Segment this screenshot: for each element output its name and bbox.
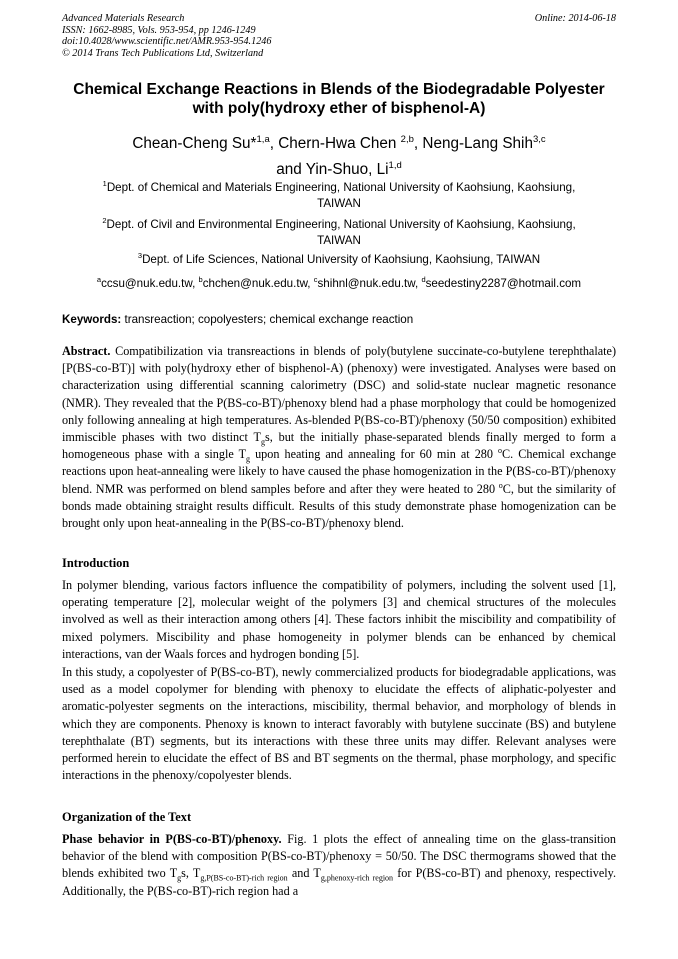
- email-superscript: c: [313, 275, 318, 285]
- issn-line: ISSN: 1662-8985, Vols. 953-954, pp 1246-1249: [62, 24, 256, 36]
- abstract: [62, 343, 616, 532]
- online-date: Online: 2014-06-18: [534, 13, 616, 24]
- doi-line: doi:10.4028/www.scientific.net/AMR.953-954.1246: [62, 36, 272, 47]
- affiliation-superscript: 3: [137, 251, 143, 261]
- body-text: Fig. 1 plots the effect of annealing time on the glass-transition behavior of the blend with composition P(BS-co-BT)/phenoxy = 50/50. The DSC thermograms showed that the blends exhibited two T: [62, 832, 616, 881]
- phase-behavior-paragraph: [62, 831, 616, 900]
- subscript: g: [246, 454, 251, 464]
- abstract-label: Abstract.: [62, 344, 111, 358]
- paragraph-text: In polymer blending, various factors influence the compatibility of polymers, including the solvent used [1], operating temperature [2], molecular weight of the polymers [3] and chemical structures of the molecules involved as well as their interaction among others [4]. These factors inhibit the miscibility and compatibility of mixed polymers. Miscibility and phase homogeneity in polymer blends can be enhanced by chemical interactions, van der Waals forces and hydrogen bonding [5].: [62, 578, 616, 661]
- affiliation-text: Dept. of Chemical and Materials Engineering, National University of Kaohsiung, Kaohsiung,: [106, 181, 576, 194]
- author-superscript: 1,a: [256, 133, 270, 145]
- degree-superscript: o: [498, 446, 503, 456]
- email-list: [52, 276, 626, 292]
- author-name: Neng-Lang Shih: [422, 135, 533, 152]
- author-separator: ,: [413, 135, 423, 152]
- keywords-text: transreaction; copolyesters; chemical exchange reaction: [121, 313, 414, 326]
- affiliation-2: [62, 217, 616, 249]
- abstract-text: C. Chemical exchange reactions upon heat-annealing were likely to have caused the phase homogenization in the P(BS-co-BT)/phenoxy blend. NMR was performed on blend samples before and after they were heated to 280: [62, 447, 616, 496]
- affiliation-3: [62, 252, 616, 268]
- email-superscript: d: [421, 275, 426, 285]
- abstract-paragraph: [62, 343, 616, 532]
- title-line-2: with poly(hydroxy ether of bisphenol-A): [192, 100, 486, 117]
- body-text: and T: [287, 866, 321, 881]
- keywords: [62, 312, 616, 328]
- author-name: Chean-Cheng Su*: [132, 135, 257, 152]
- email-address: seedestiny2287@hotmail.com: [425, 277, 582, 290]
- affiliation-text: Dept. of Civil and Environmental Engineering, National University of Kaohsiung, Kaohsiung,: [106, 218, 576, 231]
- copyright-line: © 2014 Trans Tech Publications Ltd, Switzerland: [62, 47, 264, 59]
- author-superscript: 3,c: [532, 133, 546, 145]
- organization-heading: Organization of the Text: [62, 810, 192, 824]
- phase-behavior-lead: Phase behavior in P(BS-co-BT)/phenoxy.: [62, 832, 282, 846]
- affiliation-text: Dept. of Life Sciences, National University of Kaohsiung, Kaohsiung, TAIWAN: [142, 253, 541, 266]
- keywords-label: Keywords:: [62, 313, 122, 326]
- body-text: for P(BS-co-BT) and phenoxy, respectively. Additionally, the P(BS-co-BT)-rich region had a: [62, 866, 617, 898]
- email-superscript: b: [198, 275, 203, 285]
- affiliation-line: [62, 252, 616, 268]
- affiliation-country: TAIWAN: [317, 197, 361, 210]
- journal-name: Advanced Materials Research: [62, 13, 185, 24]
- author-and: and: [276, 161, 306, 178]
- author-line-1: [52, 131, 626, 157]
- title-line-1: Chemical Exchange Reactions in Blends of the Biodegradable Polyester: [73, 81, 605, 98]
- affiliation-superscript: 1: [102, 179, 107, 189]
- paragraph-text: In this study, a copolyester of P(BS-co-BT), newly commercialized products for biodegradable applications, was used as a model copolymer for blending with phenoxy to elucidate the effects of aliphatic-polyester and aromatic-polyester segments on the interactions, miscibility, thermal behavior, and morphology of blends in which they are components. Phenoxy is known to interact favorably with butylene succinate (BS) and butylene terephthalate (BT) segments, but its interactions with these three units may differ. Relevant analyses were performed herein to elucidate the effect of BS and BT segments on the thermal, phase morphology, and specific interactions in the phenoxy/copolyester blends.: [62, 665, 616, 783]
- email-address: chchen@nuk.edu.tw,: [202, 277, 314, 290]
- author-separator: ,: [269, 135, 279, 152]
- affiliation-superscript: 2: [102, 216, 107, 226]
- affiliation-country: TAIWAN: [317, 234, 361, 247]
- author-name: Chern-Hwa Chen: [278, 135, 401, 152]
- subscript: g,phenoxy-rich region: [320, 873, 394, 883]
- affiliation-line: [62, 217, 616, 233]
- body-text: s, T: [181, 866, 201, 881]
- abstract-text: upon heating and annealing for 60 min at 280: [250, 447, 499, 462]
- author-list: [52, 131, 626, 183]
- abstract-text: s, but the initially phase-separated blends finally merged to form a homogeneous phase with a single T: [62, 430, 616, 462]
- affiliation-line: [62, 180, 616, 196]
- introduction-paragraph-1: [62, 577, 616, 663]
- journal-header: [62, 13, 616, 59]
- affiliation-1: [62, 180, 616, 212]
- introduction-paragraph-2: [62, 664, 616, 784]
- subscript: g: [260, 437, 265, 447]
- author-name: Yin-Shuo, Li: [305, 161, 389, 178]
- abstract-text: Compatibilization via transreactions in blends of poly(butylene succinate-co-butylene terephthalate) [P(BS-co-BT)] with poly(hydroxy ether of bisphenol-A) (phenoxy) were investigated. Analyses were based on characterization using differential scanning calorimetry (DSC) and solid-state nuclear magnetic resonance (NMR). They revealed that the P(BS-co-BT)/phenoxy blend had a phase morphology that could be homogenized only following annealing at high temperatures. As-blended P(BS-co-BT)/phenoxy (50/50 composition) exhibited immiscible phases with two distinct T: [62, 344, 616, 445]
- email-address: ccsu@nuk.edu.tw,: [101, 277, 199, 290]
- degree-superscript: o: [498, 480, 503, 490]
- email-address: shihnl@nuk.edu.tw,: [317, 277, 422, 290]
- abstract-text: C, but the similarity of bonds made obtaining straight results difficult. Results of this study demonstrate phase homogenization can be brought only upon heat-annealing in the P(BS-co-BT)/phenoxy blend.: [62, 481, 616, 531]
- paragraph-text: [62, 831, 616, 900]
- introduction-heading: Introduction: [62, 556, 130, 570]
- email-superscript: a: [96, 275, 102, 285]
- paper-title: [52, 80, 626, 118]
- author-superscript: 1,d: [388, 159, 402, 171]
- subscript: g,P(BS-co-BT)-rich region: [200, 873, 288, 883]
- author-superscript: 2,b: [400, 133, 414, 145]
- subscript: g: [177, 873, 182, 883]
